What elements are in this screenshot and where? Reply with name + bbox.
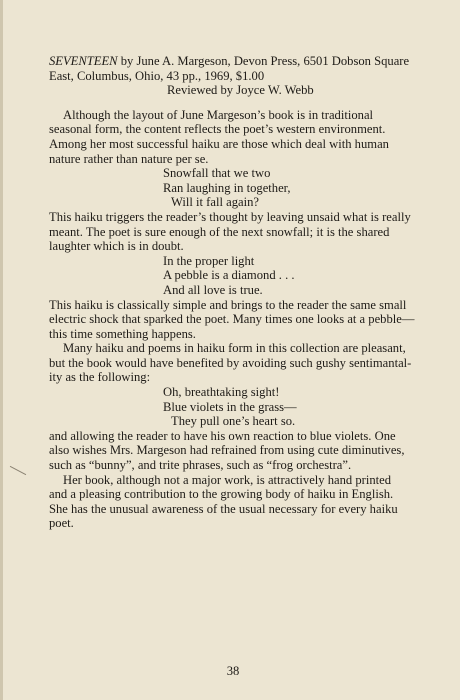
header-line-1 [49,54,437,69]
body-line: They pull one’s heart so. [171,414,296,429]
body-line: Oh, breathtaking sight! [163,385,280,400]
body-line: This haiku is classically simple and brings to the reader the same small [49,297,407,312]
body-line: Her book, although not a major work, is attractively hand printed [63,472,392,487]
body-line: Snowfall that we two [163,166,271,181]
body-line: Among her most successful haiku are those which deal with human [49,136,389,151]
body-line: but the book would have benefited by avoiding such gushy sentimantal- [49,355,412,370]
body-line: and a pleasing contribution to the growing body of haiku in English. [49,487,394,502]
body-line: this time something happens. [49,326,196,341]
page-number: 38 [226,664,240,678]
spacer [49,98,437,108]
body-line: A pebble is a diamond . . . [163,268,295,283]
body-line: electric shock that sparked the poet. Many times one looks at a pebble— [49,312,415,327]
header-line-2: East, Columbus, Ohio, 43 pp., 1969, $1.00 [49,68,265,83]
body-line: poet. [49,516,74,531]
body-line: This haiku triggers the reader’s thought by leaving unsaid what is really [49,209,411,224]
body-line: seasonal form, the content reflects the poet’s western environment. [49,122,386,137]
body-line: And all love is true. [163,282,263,297]
body-line: such as “bunny”, and trite phrases, such as “frog orchestra”. [49,458,352,473]
body-line: ity as the following: [49,370,151,385]
body-line: meant. The poet is sure enough of the next snowfall; it is the shared [49,224,390,239]
book-title: SEVENTEEN [49,54,118,68]
review-body [49,108,437,531]
body-line: Blue violets in the grass— [163,399,297,414]
reviewer-byline: Reviewed by Joyce W. Webb [167,83,314,98]
body-line: nature rather than nature per se. [49,151,209,166]
body-line: Although the layout of June Margeson’s book is in traditional [63,107,374,122]
body-line: She has the unusual awareness of the usual necessary for every haiku [49,501,398,516]
body-line: laughter which is in doubt. [49,239,184,254]
body-line: Many haiku and poems in haiku form in this collection are pleasant, [63,341,406,356]
body-line: also wishes Mrs. Margeson had refrained from using cute diminutives, [49,443,405,458]
body-line: Will it fall again? [171,195,259,210]
body-line: Ran laughing in together, [163,180,291,195]
margin-mark [10,466,26,475]
publication-details: by June A. Margeson, Devon Press, 6501 Dobson Square [117,54,410,68]
body-line: and allowing the reader to have his own reaction to blue violets. One [49,428,396,443]
body-line: In the proper light [163,253,255,268]
review-text [49,54,437,531]
